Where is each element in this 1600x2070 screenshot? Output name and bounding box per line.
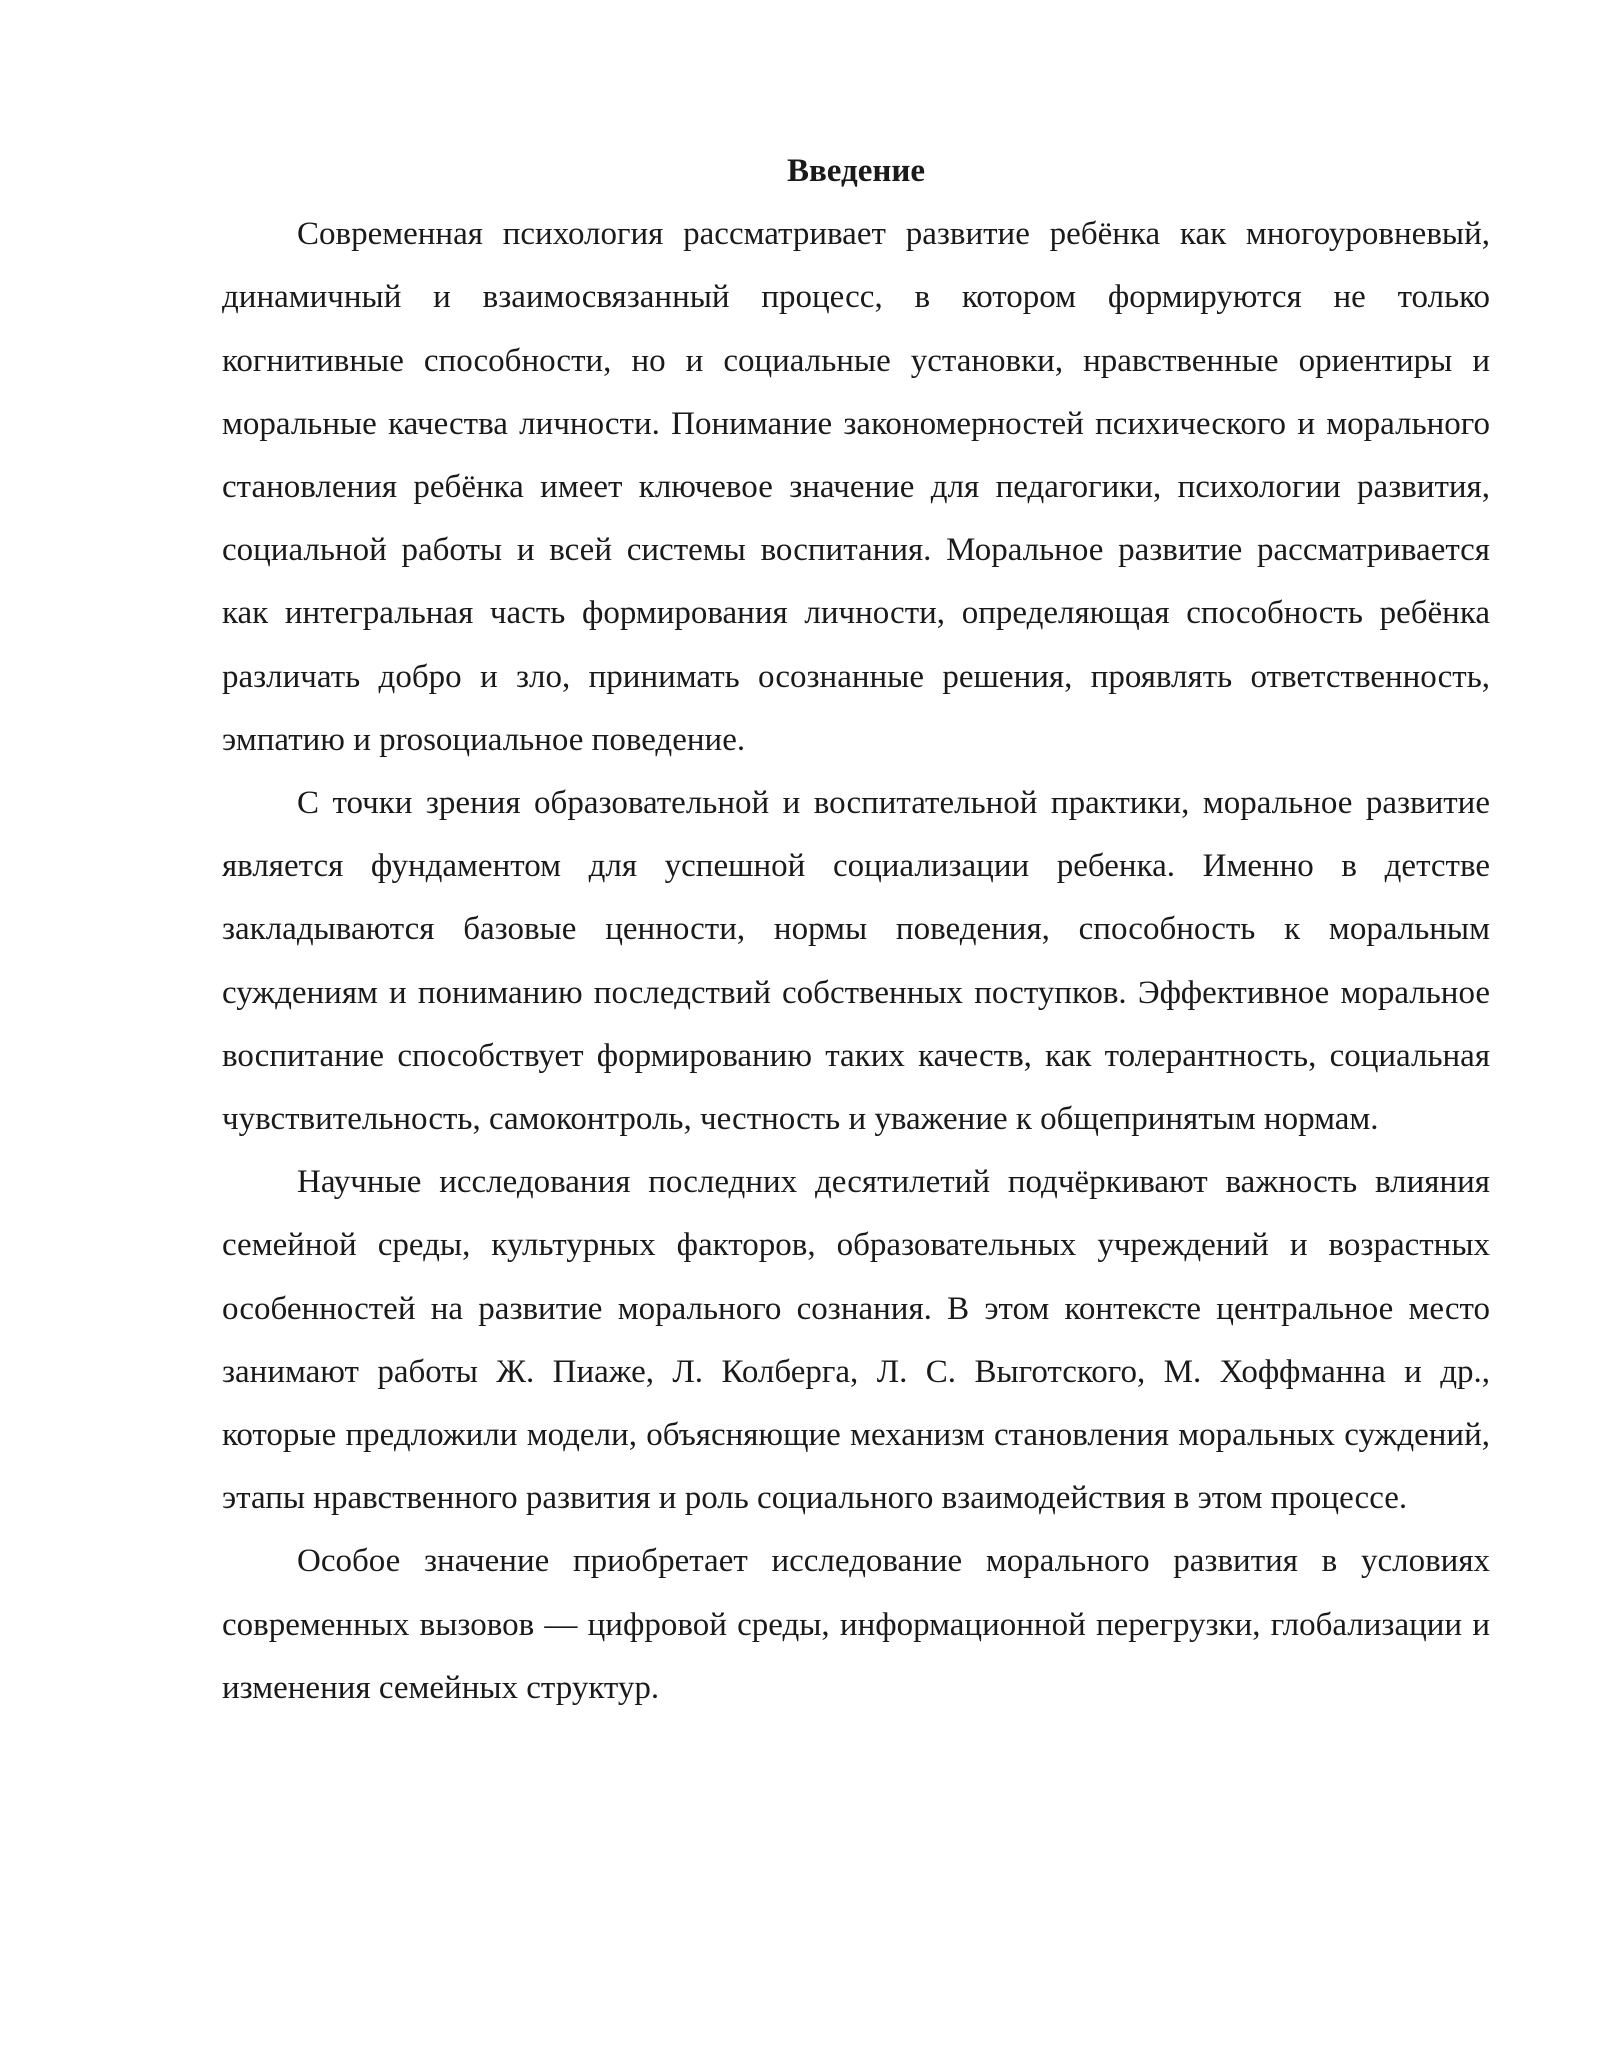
- document-title: Введение: [786, 153, 926, 189]
- paragraph-4: Особое значение приобретает исследование морального развития в условиях современных вызовов — цифровой среды, информационной перегрузки, глобализации и изменения семейных структур.: [222, 1543, 1490, 1706]
- paragraph-2: С точки зрения образовательной и воспитательной практики, моральное развитие является фундаментом для успешной социализации ребенка. Именно в детстве закладываются базовые ценности, нормы поведения, способность к моральным суждениям и пониманию последствий собственных поступков. Эффективное моральное воспитание способствует формированию таких качеств, как толерантность, социальная чувствительность, самоконтроль, честность и уважение к общепринятым нормам.: [222, 785, 1490, 1138]
- paragraph-3: Научные исследования последних десятилетий подчёркивают важность влияния семейной среды, культурных факторов, образовательных учреждений и возрастных особенностей на развитие морального сознания. В этом контексте центральное место занимают работы Ж. Пиаже, Л. Колберга, Л. С. Выготского, М. Хоффманна и др., которые предложили модели, объясняющие механизм становления моральных суждений, этапы нравственного развития и роль социального взаимодействия в этом процессе.: [222, 1164, 1490, 1517]
- document-body: [222, 140, 1490, 1720]
- paragraph-1: Современная психология рассматривает развитие ребёнка как многоуровневый, динамичный и взаимосвязанный процесс, в котором формируются не только когнитивные способности, но и социальные установки, нравственные ориентиры и моральные качества личности. Понимание закономерностей психического и морального становления ребёнка имеет ключевое значение для педагогики, психологии развития, социальной работы и всей системы воспитания. Моральное развитие рассматривается как интегральная часть формирования личности, определяющая способность ребёнка различать добро и зло, принимать осознанные решения, проявлять ответственность, эмпатию и prosоциальное поведение.: [222, 216, 1490, 758]
